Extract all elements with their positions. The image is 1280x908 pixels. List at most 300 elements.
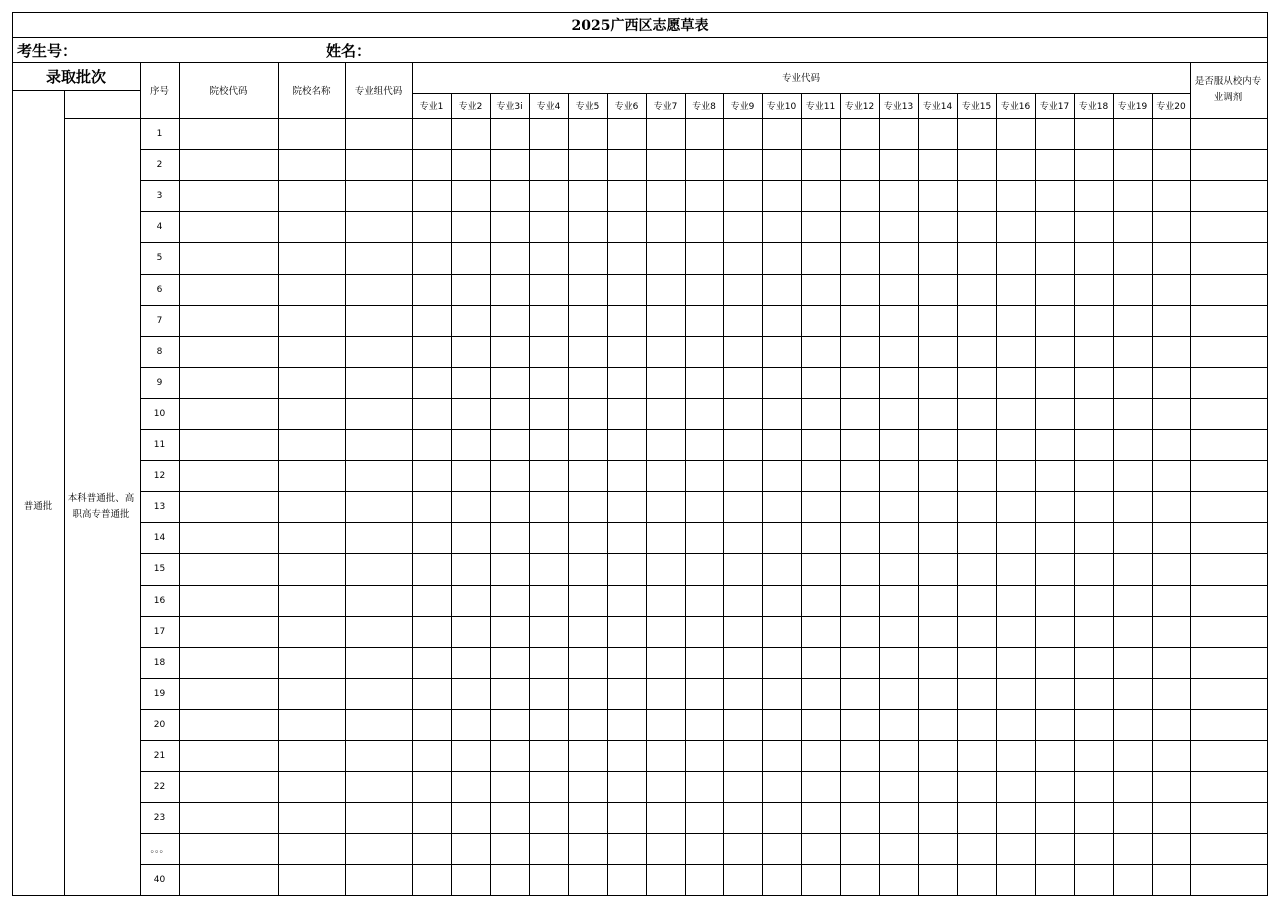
table-cell[interactable] [1114, 119, 1152, 149]
table-cell[interactable] [647, 212, 685, 242]
table-cell[interactable] [1036, 306, 1074, 336]
table-cell[interactable] [452, 648, 490, 678]
table-cell[interactable] [1075, 275, 1113, 305]
table-cell[interactable] [608, 803, 646, 833]
table-cell[interactable] [686, 648, 723, 678]
table-cell[interactable] [452, 243, 490, 274]
table-cell[interactable] [802, 586, 840, 616]
table-cell[interactable] [997, 461, 1035, 491]
table-cell[interactable] [647, 523, 685, 553]
table-cell[interactable] [491, 865, 529, 896]
table-cell[interactable] [530, 617, 568, 647]
table-cell[interactable] [958, 803, 996, 833]
table-cell[interactable] [958, 212, 996, 242]
table-cell[interactable] [530, 710, 568, 740]
table-cell[interactable] [1191, 741, 1267, 771]
table-cell[interactable] [958, 181, 996, 211]
table-cell[interactable] [569, 212, 607, 242]
table-cell[interactable] [880, 150, 918, 180]
table-cell[interactable] [1114, 337, 1152, 367]
table-cell[interactable] [1153, 741, 1190, 771]
table-cell[interactable] [346, 865, 412, 896]
table-cell[interactable] [919, 648, 957, 678]
table-cell[interactable] [279, 150, 345, 180]
table-cell[interactable] [841, 430, 879, 460]
table-cell[interactable] [686, 212, 723, 242]
table-cell[interactable] [413, 617, 451, 647]
table-cell[interactable] [1036, 492, 1074, 522]
table-cell[interactable] [180, 243, 278, 274]
table-cell[interactable] [958, 586, 996, 616]
table-cell[interactable] [763, 679, 801, 709]
table-cell[interactable] [919, 119, 957, 149]
table-cell[interactable] [569, 834, 607, 864]
table-cell[interactable] [958, 834, 996, 864]
table-cell[interactable] [608, 865, 646, 896]
table-cell[interactable] [724, 586, 762, 616]
table-cell[interactable] [958, 337, 996, 367]
table-cell[interactable] [1075, 554, 1113, 585]
table-cell[interactable] [1075, 181, 1113, 211]
table-cell[interactable] [880, 741, 918, 771]
table-cell[interactable] [724, 399, 762, 429]
table-cell[interactable] [180, 430, 278, 460]
table-cell[interactable] [647, 243, 685, 274]
table-cell[interactable] [763, 834, 801, 864]
table-cell[interactable] [1153, 306, 1190, 336]
table-cell[interactable] [1191, 834, 1267, 864]
table-cell[interactable] [279, 492, 345, 522]
table-cell[interactable] [647, 554, 685, 585]
table-cell[interactable] [1191, 275, 1267, 305]
table-cell[interactable] [346, 430, 412, 460]
table-cell[interactable] [491, 337, 529, 367]
table-cell[interactable] [1075, 617, 1113, 647]
table-cell[interactable] [413, 741, 451, 771]
table-cell[interactable] [608, 212, 646, 242]
table-cell[interactable] [346, 523, 412, 553]
table-cell[interactable] [880, 119, 918, 149]
table-cell[interactable] [1153, 461, 1190, 491]
table-cell[interactable] [686, 337, 723, 367]
table-cell[interactable] [413, 492, 451, 522]
table-cell[interactable] [686, 865, 723, 896]
table-cell[interactable] [958, 865, 996, 896]
table-cell[interactable] [724, 679, 762, 709]
table-cell[interactable] [1191, 368, 1267, 398]
table-cell[interactable] [841, 243, 879, 274]
table-cell[interactable] [647, 834, 685, 864]
table-cell[interactable] [997, 523, 1035, 553]
table-cell[interactable] [569, 586, 607, 616]
table-cell[interactable] [346, 803, 412, 833]
table-cell[interactable] [919, 243, 957, 274]
table-cell[interactable] [802, 741, 840, 771]
table-cell[interactable] [763, 212, 801, 242]
table-cell[interactable] [958, 772, 996, 802]
table-cell[interactable] [802, 772, 840, 802]
table-cell[interactable] [997, 834, 1035, 864]
table-cell[interactable] [452, 368, 490, 398]
table-cell[interactable] [569, 119, 607, 149]
table-cell[interactable] [491, 430, 529, 460]
table-cell[interactable] [569, 554, 607, 585]
table-cell[interactable] [491, 648, 529, 678]
table-cell[interactable] [530, 337, 568, 367]
table-cell[interactable] [1075, 119, 1113, 149]
table-cell[interactable] [569, 741, 607, 771]
table-cell[interactable] [1114, 617, 1152, 647]
table-cell[interactable] [647, 679, 685, 709]
table-cell[interactable] [608, 586, 646, 616]
table-cell[interactable] [346, 772, 412, 802]
table-cell[interactable] [1075, 306, 1113, 336]
table-cell[interactable] [608, 461, 646, 491]
table-cell[interactable] [841, 181, 879, 211]
table-cell[interactable] [763, 648, 801, 678]
table-cell[interactable] [763, 399, 801, 429]
table-cell[interactable] [763, 772, 801, 802]
table-cell[interactable] [608, 554, 646, 585]
table-cell[interactable] [724, 803, 762, 833]
table-cell[interactable] [880, 865, 918, 896]
table-cell[interactable] [997, 306, 1035, 336]
table-cell[interactable] [802, 710, 840, 740]
table-cell[interactable] [491, 710, 529, 740]
table-cell[interactable] [452, 741, 490, 771]
table-cell[interactable] [1191, 523, 1267, 553]
table-cell[interactable] [530, 523, 568, 553]
table-cell[interactable] [647, 617, 685, 647]
table-cell[interactable] [724, 461, 762, 491]
table-cell[interactable] [1114, 243, 1152, 274]
table-cell[interactable] [724, 337, 762, 367]
table-cell[interactable] [569, 430, 607, 460]
table-cell[interactable] [802, 461, 840, 491]
table-cell[interactable] [279, 399, 345, 429]
table-cell[interactable] [1191, 710, 1267, 740]
table-cell[interactable] [958, 492, 996, 522]
table-cell[interactable] [647, 461, 685, 491]
table-cell[interactable] [530, 461, 568, 491]
table-cell[interactable] [1114, 710, 1152, 740]
table-cell[interactable] [802, 275, 840, 305]
table-cell[interactable] [1153, 803, 1190, 833]
table-cell[interactable] [841, 617, 879, 647]
table-cell[interactable] [763, 243, 801, 274]
table-cell[interactable] [647, 430, 685, 460]
table-cell[interactable] [763, 492, 801, 522]
table-cell[interactable] [802, 119, 840, 149]
table-cell[interactable] [1036, 430, 1074, 460]
table-cell[interactable] [413, 803, 451, 833]
table-cell[interactable] [763, 803, 801, 833]
table-cell[interactable] [1075, 461, 1113, 491]
table-cell[interactable] [1075, 865, 1113, 896]
table-cell[interactable] [180, 399, 278, 429]
table-cell[interactable] [919, 461, 957, 491]
table-cell[interactable] [880, 243, 918, 274]
table-cell[interactable] [1153, 181, 1190, 211]
table-cell[interactable] [530, 181, 568, 211]
table-cell[interactable] [346, 648, 412, 678]
table-cell[interactable] [180, 368, 278, 398]
table-cell[interactable] [279, 337, 345, 367]
table-cell[interactable] [413, 243, 451, 274]
table-cell[interactable] [1036, 150, 1074, 180]
table-cell[interactable] [1114, 150, 1152, 180]
table-cell[interactable] [997, 865, 1035, 896]
table-cell[interactable] [569, 679, 607, 709]
table-cell[interactable] [180, 306, 278, 336]
table-cell[interactable] [919, 865, 957, 896]
table-cell[interactable] [608, 399, 646, 429]
table-cell[interactable] [491, 306, 529, 336]
table-cell[interactable] [452, 212, 490, 242]
table-cell[interactable] [1036, 461, 1074, 491]
table-cell[interactable] [958, 461, 996, 491]
table-cell[interactable] [686, 554, 723, 585]
table-cell[interactable] [346, 679, 412, 709]
table-cell[interactable] [686, 803, 723, 833]
table-cell[interactable] [919, 586, 957, 616]
table-cell[interactable] [880, 834, 918, 864]
table-cell[interactable] [491, 181, 529, 211]
table-cell[interactable] [491, 368, 529, 398]
table-cell[interactable] [491, 834, 529, 864]
table-cell[interactable] [1191, 865, 1267, 896]
table-cell[interactable] [279, 834, 345, 864]
table-cell[interactable] [919, 150, 957, 180]
table-cell[interactable] [180, 119, 278, 149]
table-cell[interactable] [919, 803, 957, 833]
table-cell[interactable] [1153, 243, 1190, 274]
table-cell[interactable] [279, 741, 345, 771]
table-cell[interactable] [491, 461, 529, 491]
table-cell[interactable] [958, 150, 996, 180]
table-cell[interactable] [686, 399, 723, 429]
table-cell[interactable] [608, 275, 646, 305]
table-cell[interactable] [802, 648, 840, 678]
table-cell[interactable] [1075, 586, 1113, 616]
table-cell[interactable] [346, 119, 412, 149]
table-cell[interactable] [1153, 275, 1190, 305]
table-cell[interactable] [724, 772, 762, 802]
table-cell[interactable] [1114, 212, 1152, 242]
table-cell[interactable] [279, 119, 345, 149]
table-cell[interactable] [180, 741, 278, 771]
table-cell[interactable] [1114, 461, 1152, 491]
table-cell[interactable] [491, 554, 529, 585]
table-cell[interactable] [1114, 554, 1152, 585]
table-cell[interactable] [530, 679, 568, 709]
table-cell[interactable] [530, 243, 568, 274]
table-cell[interactable] [1075, 803, 1113, 833]
table-cell[interactable] [1153, 430, 1190, 460]
table-cell[interactable] [724, 865, 762, 896]
table-cell[interactable] [413, 586, 451, 616]
candidate-name-field[interactable] [375, 39, 1255, 61]
table-cell[interactable] [1075, 337, 1113, 367]
table-cell[interactable] [452, 679, 490, 709]
table-cell[interactable] [958, 679, 996, 709]
table-cell[interactable] [346, 306, 412, 336]
table-cell[interactable] [1036, 399, 1074, 429]
table-cell[interactable] [279, 430, 345, 460]
table-cell[interactable] [919, 306, 957, 336]
table-cell[interactable] [180, 150, 278, 180]
table-cell[interactable] [452, 834, 490, 864]
table-cell[interactable] [647, 399, 685, 429]
table-cell[interactable] [491, 679, 529, 709]
table-cell[interactable] [608, 648, 646, 678]
table-cell[interactable] [647, 741, 685, 771]
table-cell[interactable] [452, 710, 490, 740]
table-cell[interactable] [763, 306, 801, 336]
table-cell[interactable] [686, 617, 723, 647]
table-cell[interactable] [413, 772, 451, 802]
table-cell[interactable] [452, 492, 490, 522]
table-cell[interactable] [686, 150, 723, 180]
table-cell[interactable] [452, 181, 490, 211]
table-cell[interactable] [180, 181, 278, 211]
table-cell[interactable] [1075, 710, 1113, 740]
table-cell[interactable] [1153, 368, 1190, 398]
table-cell[interactable] [346, 492, 412, 522]
table-cell[interactable] [958, 306, 996, 336]
table-cell[interactable] [346, 243, 412, 274]
table-cell[interactable] [530, 772, 568, 802]
table-cell[interactable] [180, 710, 278, 740]
table-cell[interactable] [530, 430, 568, 460]
table-cell[interactable] [802, 150, 840, 180]
table-cell[interactable] [1075, 243, 1113, 274]
table-cell[interactable] [763, 523, 801, 553]
table-cell[interactable] [569, 710, 607, 740]
table-cell[interactable] [1075, 679, 1113, 709]
table-cell[interactable] [802, 679, 840, 709]
table-cell[interactable] [1153, 119, 1190, 149]
table-cell[interactable] [880, 399, 918, 429]
table-cell[interactable] [997, 741, 1035, 771]
table-cell[interactable] [180, 461, 278, 491]
table-cell[interactable] [958, 523, 996, 553]
table-cell[interactable] [686, 492, 723, 522]
table-cell[interactable] [279, 679, 345, 709]
table-cell[interactable] [686, 741, 723, 771]
table-cell[interactable] [180, 586, 278, 616]
table-cell[interactable] [763, 430, 801, 460]
table-cell[interactable] [1114, 523, 1152, 553]
table-cell[interactable] [647, 337, 685, 367]
table-cell[interactable] [958, 399, 996, 429]
table-cell[interactable] [569, 306, 607, 336]
table-cell[interactable] [802, 306, 840, 336]
table-cell[interactable] [346, 710, 412, 740]
table-cell[interactable] [569, 772, 607, 802]
table-cell[interactable] [530, 741, 568, 771]
table-cell[interactable] [1191, 337, 1267, 367]
table-cell[interactable] [1036, 772, 1074, 802]
table-cell[interactable] [647, 492, 685, 522]
table-cell[interactable] [413, 306, 451, 336]
table-cell[interactable] [919, 834, 957, 864]
table-cell[interactable] [724, 492, 762, 522]
table-cell[interactable] [763, 119, 801, 149]
table-cell[interactable] [763, 461, 801, 491]
table-cell[interactable] [608, 679, 646, 709]
table-cell[interactable] [686, 243, 723, 274]
table-cell[interactable] [279, 710, 345, 740]
table-cell[interactable] [279, 865, 345, 896]
table-cell[interactable] [452, 865, 490, 896]
table-cell[interactable] [919, 368, 957, 398]
table-cell[interactable] [958, 648, 996, 678]
candidate-id-field[interactable] [85, 39, 315, 61]
table-cell[interactable] [180, 834, 278, 864]
table-cell[interactable] [530, 368, 568, 398]
table-cell[interactable] [413, 275, 451, 305]
table-cell[interactable] [1075, 430, 1113, 460]
table-cell[interactable] [958, 430, 996, 460]
table-cell[interactable] [180, 803, 278, 833]
table-cell[interactable] [919, 181, 957, 211]
table-cell[interactable] [802, 834, 840, 864]
table-cell[interactable] [569, 243, 607, 274]
table-cell[interactable] [880, 337, 918, 367]
table-cell[interactable] [724, 834, 762, 864]
table-cell[interactable] [919, 337, 957, 367]
table-cell[interactable] [841, 772, 879, 802]
table-cell[interactable] [686, 430, 723, 460]
table-cell[interactable] [530, 586, 568, 616]
table-cell[interactable] [569, 648, 607, 678]
table-cell[interactable] [997, 803, 1035, 833]
table-cell[interactable] [452, 306, 490, 336]
table-cell[interactable] [1191, 772, 1267, 802]
table-cell[interactable] [919, 710, 957, 740]
table-cell[interactable] [958, 243, 996, 274]
table-cell[interactable] [1153, 617, 1190, 647]
table-cell[interactable] [841, 119, 879, 149]
table-cell[interactable] [647, 865, 685, 896]
table-cell[interactable] [647, 772, 685, 802]
table-cell[interactable] [608, 368, 646, 398]
table-cell[interactable] [880, 586, 918, 616]
table-cell[interactable] [1036, 243, 1074, 274]
table-cell[interactable] [686, 306, 723, 336]
table-cell[interactable] [919, 679, 957, 709]
table-cell[interactable] [346, 368, 412, 398]
table-cell[interactable] [724, 523, 762, 553]
table-cell[interactable] [763, 741, 801, 771]
table-cell[interactable] [841, 150, 879, 180]
table-cell[interactable] [1153, 586, 1190, 616]
table-cell[interactable] [880, 492, 918, 522]
table-cell[interactable] [1191, 586, 1267, 616]
table-cell[interactable] [802, 492, 840, 522]
table-cell[interactable] [346, 617, 412, 647]
table-cell[interactable] [997, 554, 1035, 585]
table-cell[interactable] [724, 617, 762, 647]
table-cell[interactable] [880, 554, 918, 585]
table-cell[interactable] [958, 275, 996, 305]
table-cell[interactable] [802, 243, 840, 274]
table-cell[interactable] [802, 337, 840, 367]
table-cell[interactable] [1191, 306, 1267, 336]
table-cell[interactable] [802, 617, 840, 647]
table-cell[interactable] [880, 648, 918, 678]
